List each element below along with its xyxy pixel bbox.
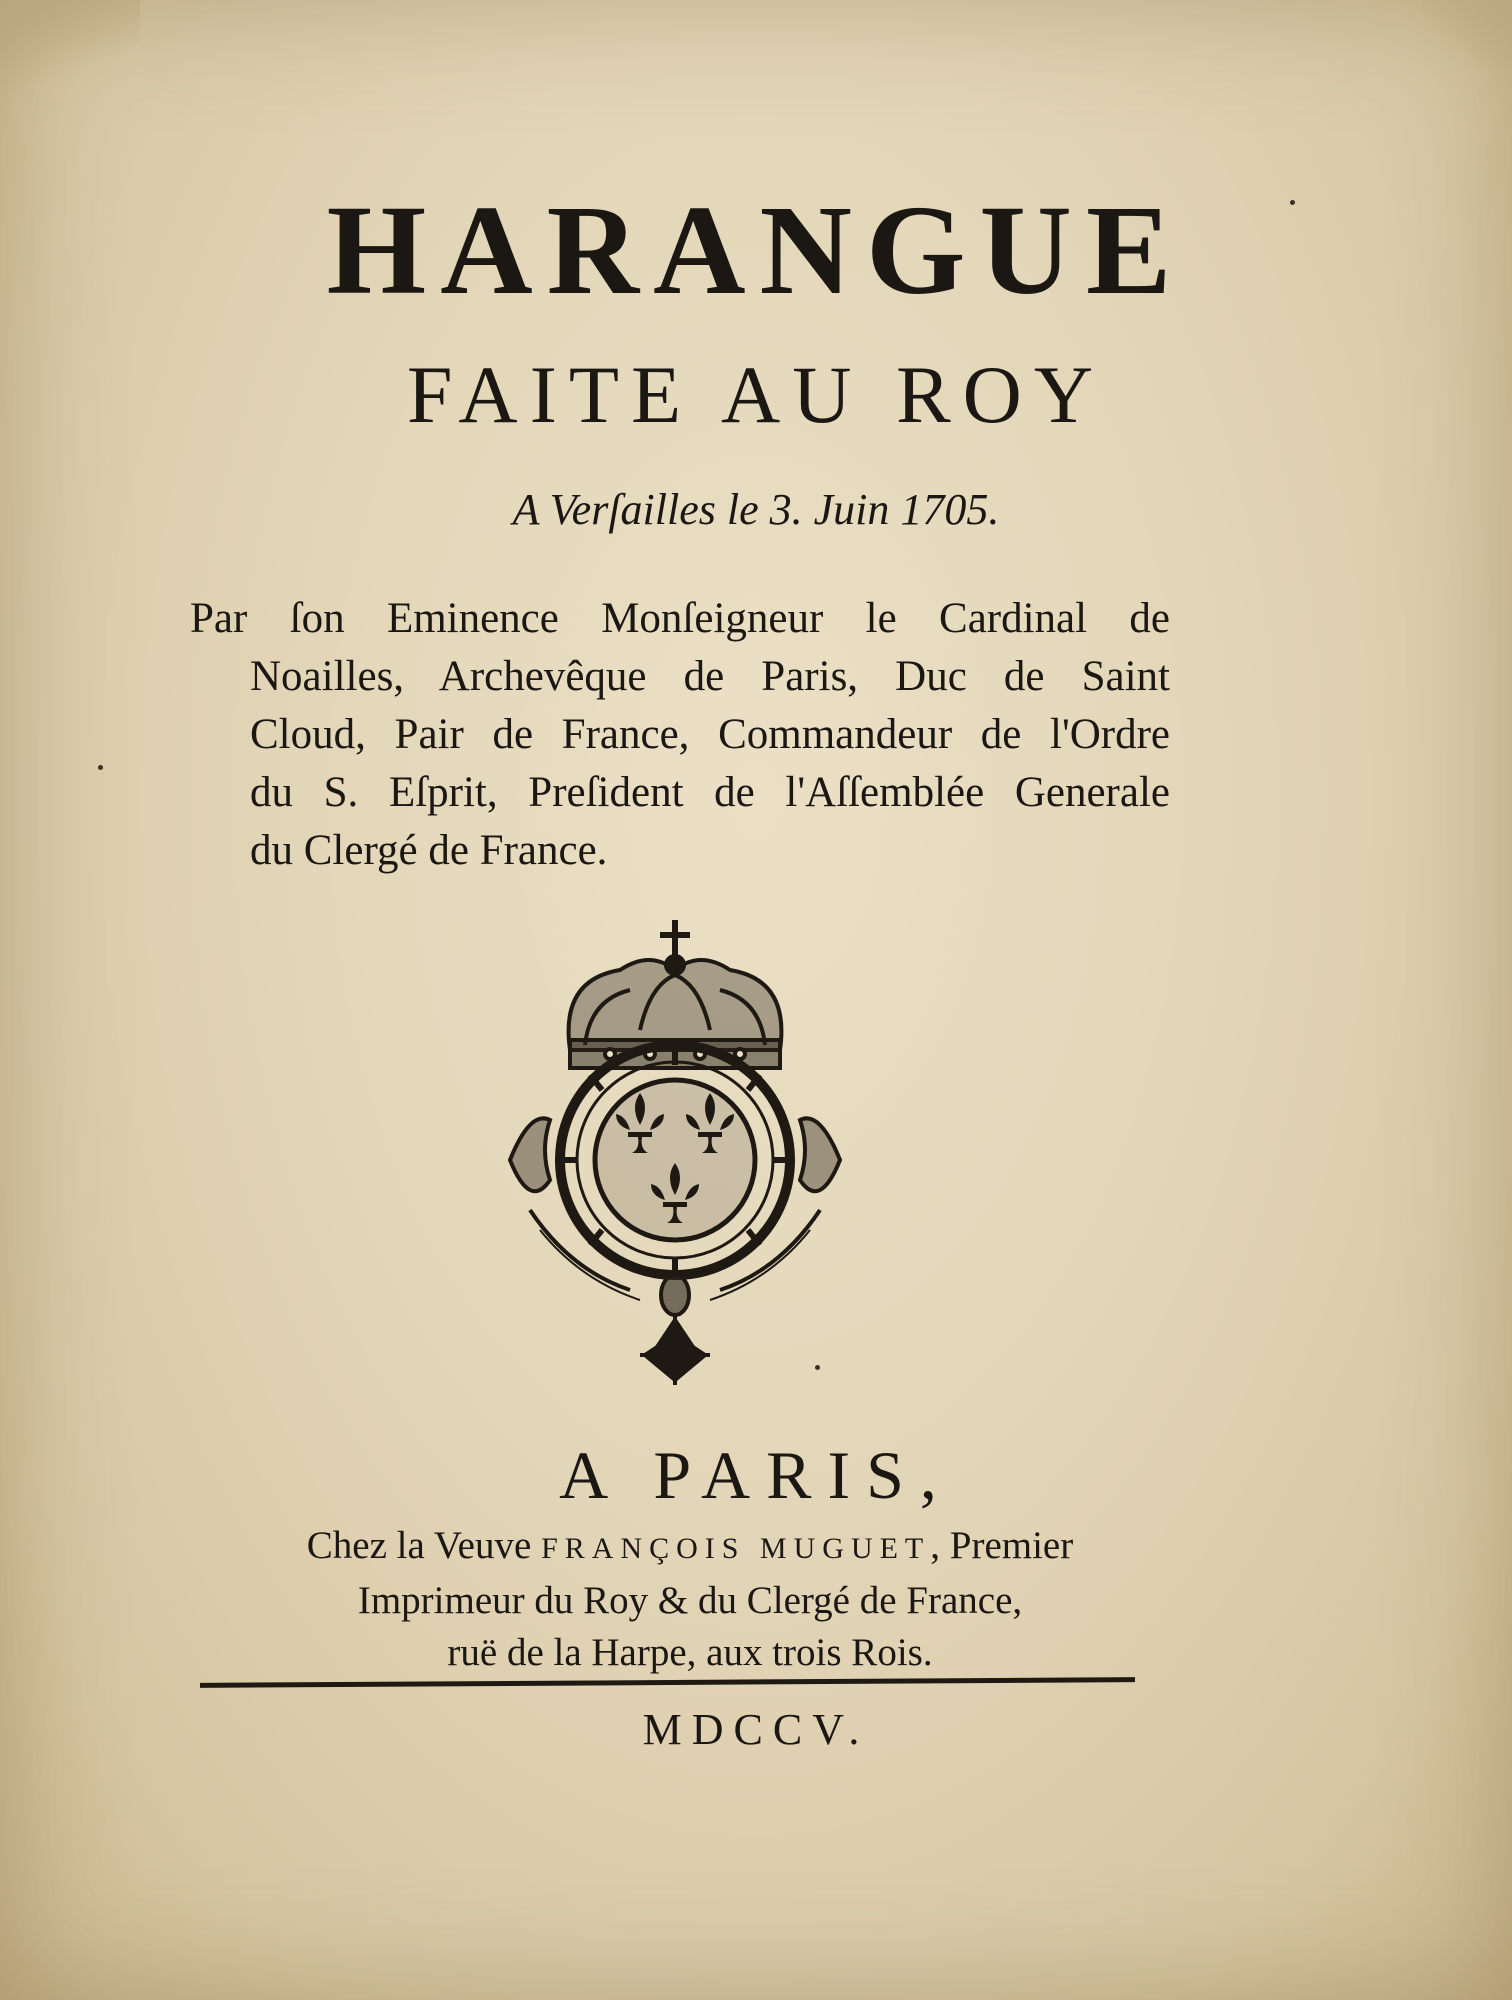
author-paragraph bbox=[190, 590, 1170, 880]
author-line: Noailles, Archevêque de Paris, Duc de Saint bbox=[250, 653, 1170, 700]
page-title: HARANGUE bbox=[326, 179, 1186, 321]
printer-name: FRANÇOIS MUGUET bbox=[541, 1532, 931, 1565]
publication-year: MDCCV. bbox=[642, 1705, 870, 1754]
ink-speck bbox=[815, 1365, 820, 1370]
author-line: du S. Eſprit, Preſident de l'Aſſemblée Generale bbox=[250, 769, 1170, 816]
imprint-line bbox=[200, 1520, 1180, 1575]
page-subtitle: FAITE AU ROY bbox=[406, 349, 1106, 440]
author-line: Par ſon Eminence Monſeigneur le Cardinal de bbox=[190, 595, 1170, 642]
imprint-block bbox=[200, 1520, 1180, 1679]
ink-speck bbox=[98, 765, 103, 770]
dateline: A Verſailles le 3. Juin 1705. bbox=[512, 485, 1000, 534]
imprint-place: A PARIS, bbox=[559, 1437, 953, 1513]
author-line: Cloud, Pair de France, Commandeur de l'Ordre bbox=[250, 711, 1170, 758]
ink-speck bbox=[1290, 200, 1295, 205]
imprint-suffix: , Premier bbox=[930, 1524, 1074, 1567]
torn-corner-top-right bbox=[1422, 0, 1512, 70]
torn-corner-top-left bbox=[0, 0, 140, 90]
imprint-prefix: Chez la Veuve bbox=[306, 1524, 532, 1567]
imprint-line: Imprimeur du Roy & du Clergé de France, bbox=[357, 1579, 1023, 1622]
imprint-line: ruë de la Harpe, aux trois Rois. bbox=[447, 1631, 933, 1674]
royal-coat-of-arms-icon bbox=[490, 910, 860, 1390]
author-line: du Clergé de France. bbox=[250, 827, 608, 874]
